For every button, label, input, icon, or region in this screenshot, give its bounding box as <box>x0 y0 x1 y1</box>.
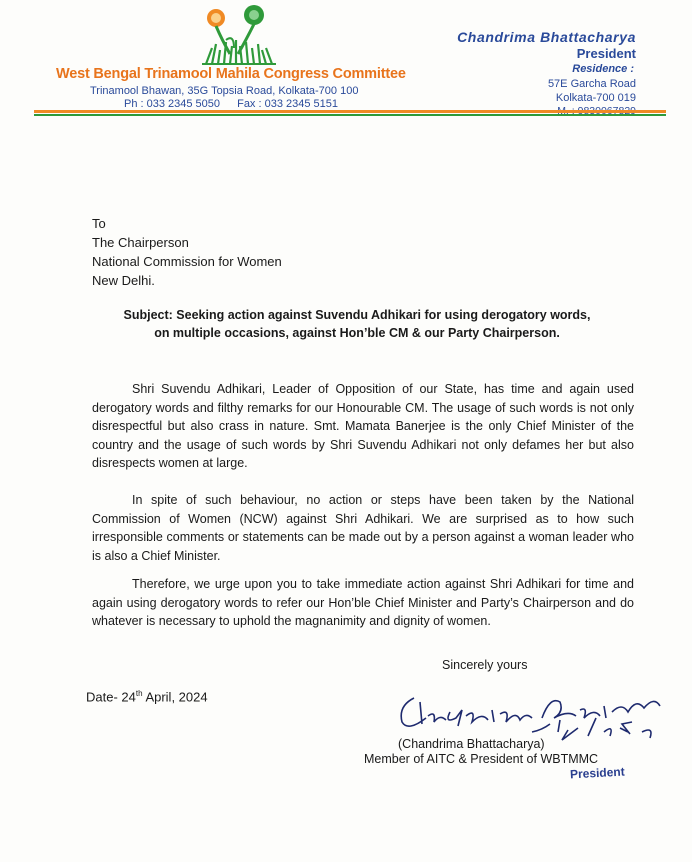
date-suffix: April, 2024 <box>142 689 208 705</box>
org-contact <box>124 98 338 110</box>
recipient-organization: National Commission for Women <box>92 254 282 269</box>
body-paragraph-1: Shri Suvendu Adhikari, Leader of Opposition of our State, has time and again used derogatory words and filthy remarks for our Honourable CM. The usage of such words is not only disrespectful but also crass in nature. Smt. Mamata Banerjee is the only Chief Minister of the country and the usage of such words by Shri Suvendu Adhikari not only defames her but also disrespects women at large. <box>92 382 634 471</box>
recipient-title: The Chairperson <box>92 235 189 250</box>
subject-line-2: on multiple occasions, against Hon’ble CM & our Party Chairperson. <box>154 326 560 340</box>
date-prefix: Date- 24 <box>86 689 136 705</box>
letterhead-band-orange <box>34 110 666 113</box>
subject-line-1: Subject: Seeking action against Suvendu Adhikari for using derogatory words, <box>123 308 591 322</box>
residence-label: Residence : <box>572 63 634 75</box>
recipient-to: To <box>92 216 106 231</box>
letter-date <box>86 689 208 704</box>
president-title: President <box>576 46 636 61</box>
body-paragraph-3: Therefore, we urge upon you to take immediate action against Shri Adhikari for time and again using derogatory words to refer our Hon’ble Chief Minister and Party’s Chairperson and do whatever is necessary to uphold the magnanimity and dignity of women. <box>92 577 634 629</box>
residence-street: 57E Garcha Road <box>547 78 636 90</box>
org-name: West Bengal Trinamool Mahila Congress Committee <box>56 66 406 82</box>
org-phone: Ph : 033 2345 5050 <box>124 98 221 110</box>
logo-flower-left <box>207 9 225 27</box>
letterhead-band-green <box>34 114 666 116</box>
recipient-city: New Delhi. <box>92 273 155 288</box>
president-name: Chandrima Bhattacharya <box>457 29 636 45</box>
residence-city: Kolkata-700 019 <box>555 92 636 104</box>
org-fax: Fax : 033 2345 5151 <box>237 98 339 110</box>
logo-flower-right <box>244 5 264 25</box>
date-ordinal: th <box>135 689 143 698</box>
handwritten-signature <box>392 688 668 744</box>
body-paragraph-2: In spite of such behaviour, no action or steps have been taken by the National Commission of Women (NCW) against Shri Adhikari. We are surprised as to how such irresponsible comments or statements can be made out by a person against a woman leader who is also a Chief Minister. <box>92 493 634 563</box>
org-address: Trinamool Bhawan, 35G Topsia Road, Kolkata-700 100 <box>90 85 359 97</box>
letter-subject <box>92 306 622 342</box>
party-logo <box>196 4 280 66</box>
closing-salutation: Sincerely yours <box>442 658 528 672</box>
signer-name: (Chandrima Bhattacharya) <box>398 737 545 751</box>
signer-role: Member of AITC & President of WBTMMC <box>364 752 599 766</box>
president-stamp: President <box>569 764 626 782</box>
